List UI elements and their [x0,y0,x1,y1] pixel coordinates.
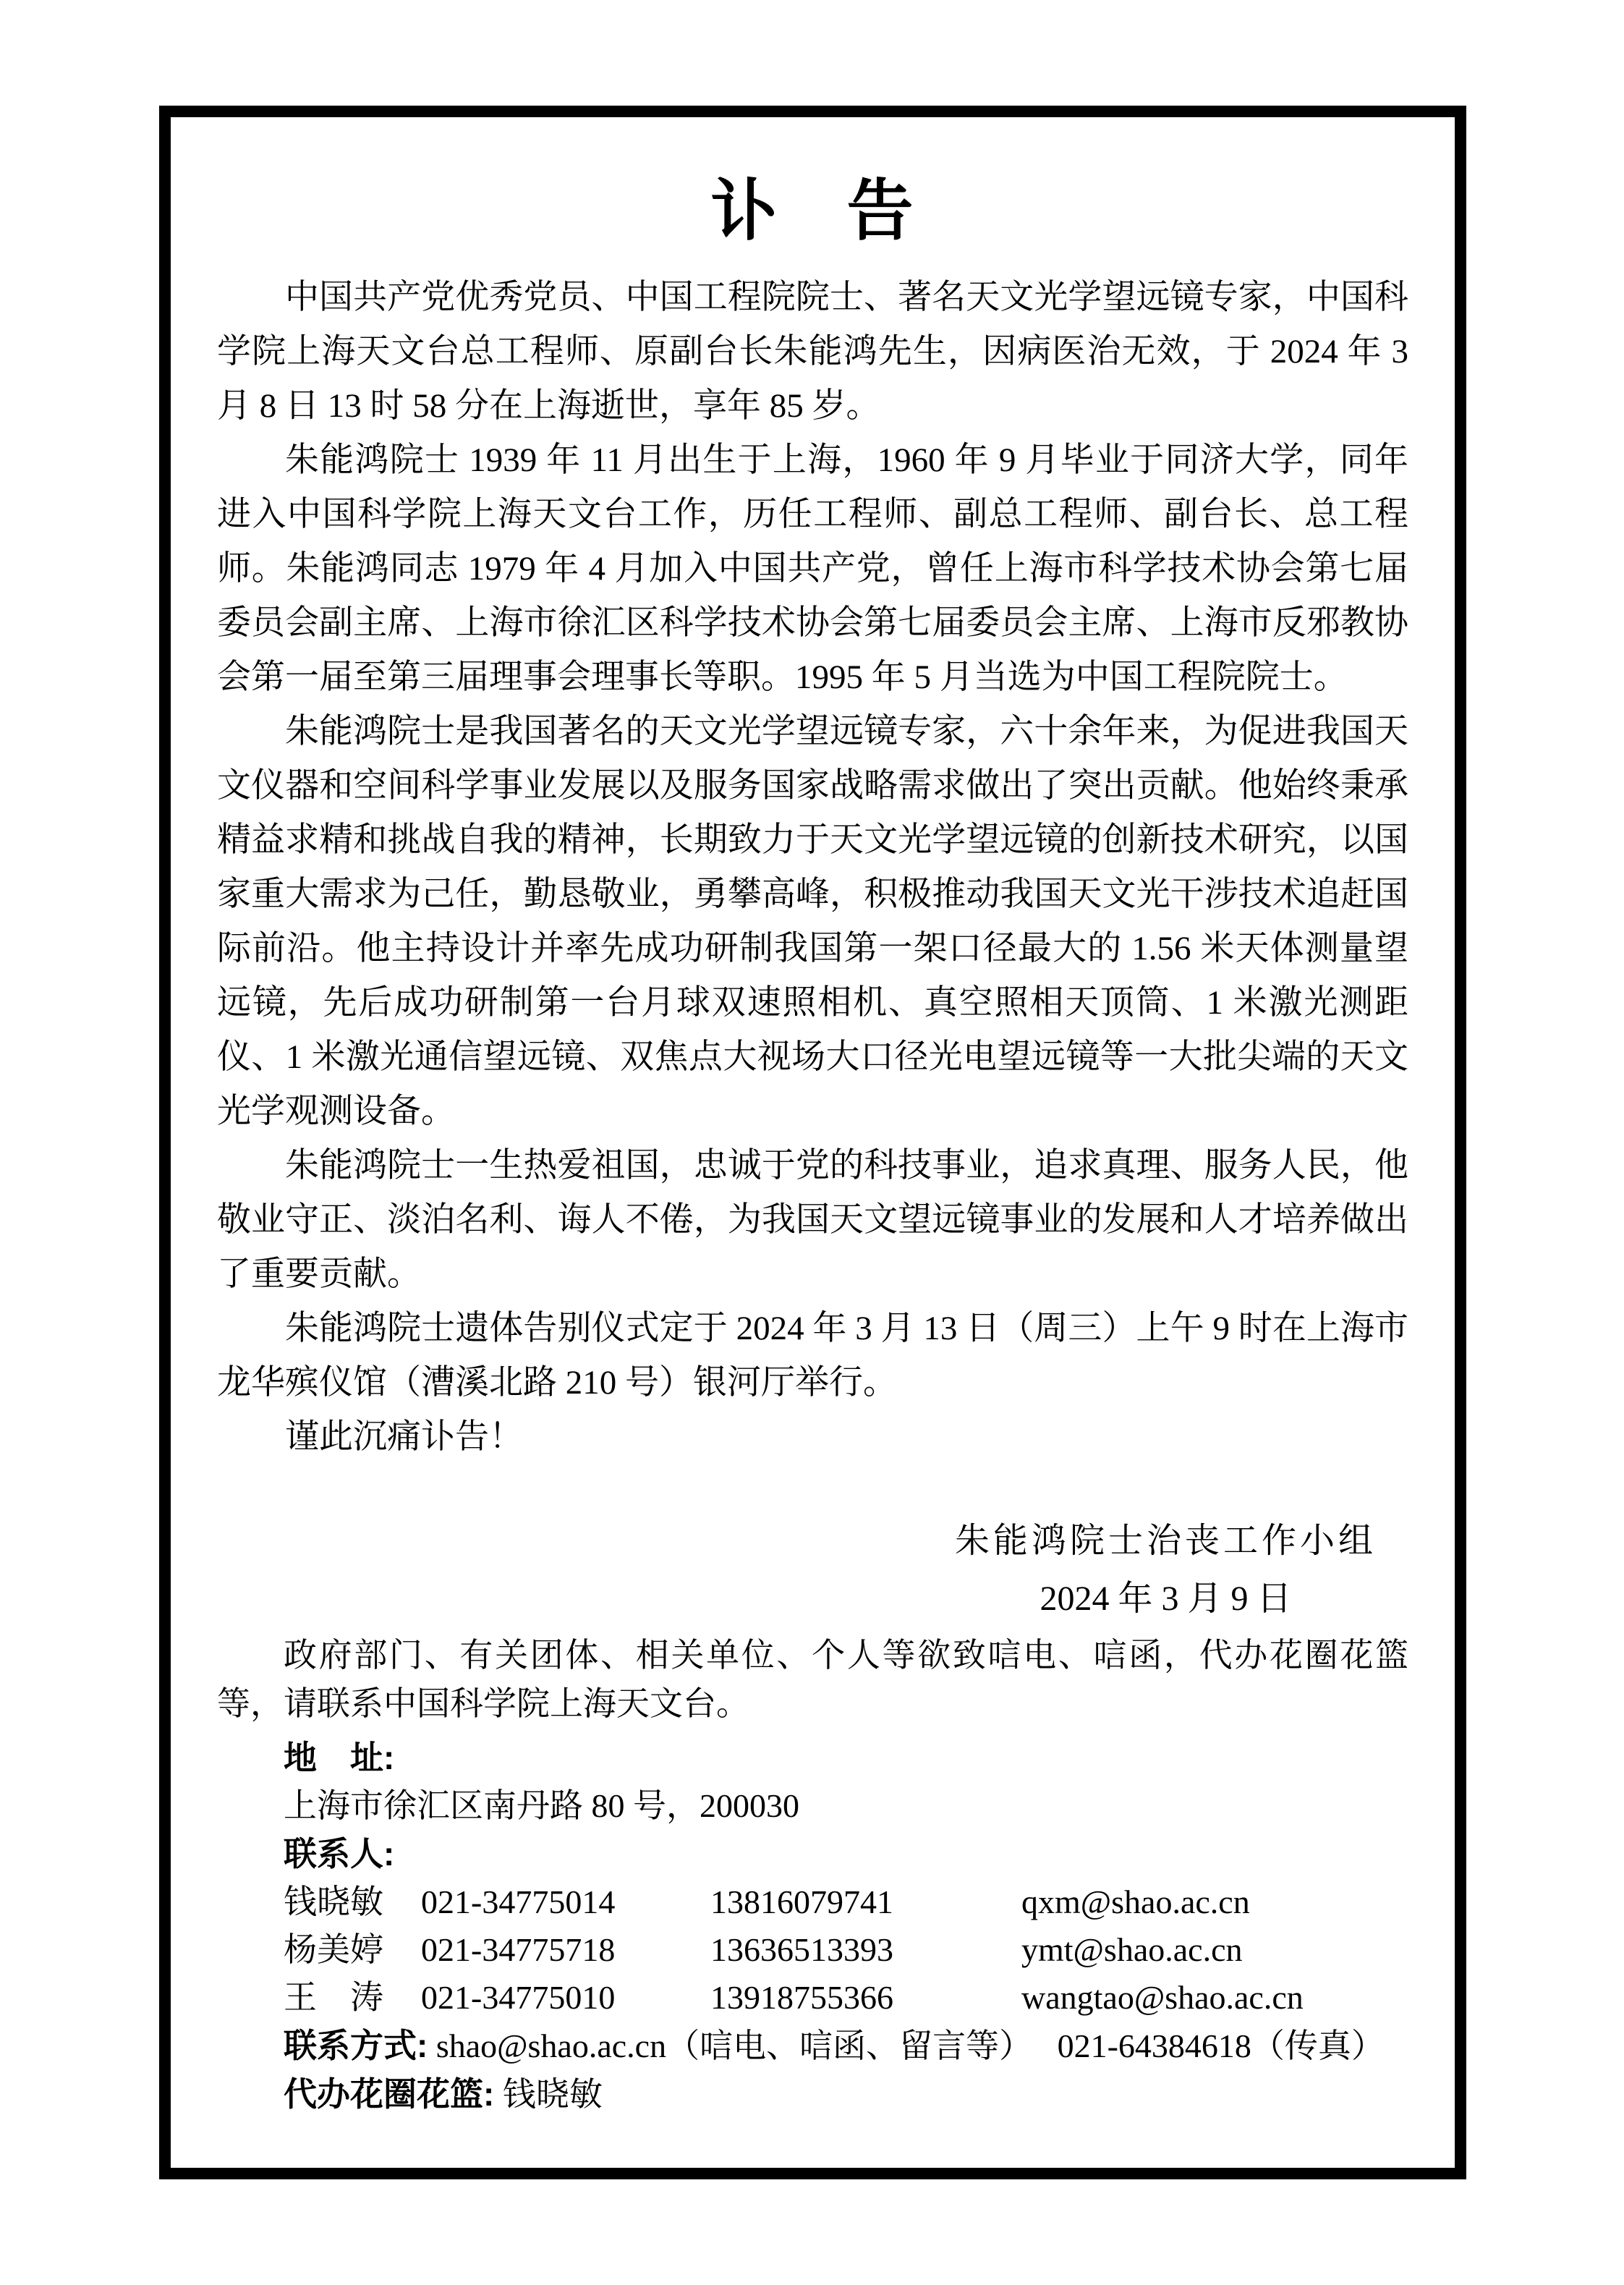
contact-email: ymt@shao.ac.cn [1021,1931,1243,1968]
notice-paragraph: 政府部门、有关团体、相关单位、个人等欲致唁电、唁函，代办花圈花篮等，请联系中国科学院上海天文台。 [217,1637,1408,1722]
contact-mobile: 13816079741 [710,1883,893,1920]
contact-phone: 021-34775014 [421,1883,616,1920]
wreath-label: 代办花圈花篮: [284,2075,495,2113]
page-title: 讣 告 [710,174,915,248]
address-value: 上海市徐汇区南丹路 80 号，200030 [284,1787,799,1824]
contact-name: 杨美婷 [284,1931,383,1968]
paragraph-closing: 谨此沉痛讣告！ [285,1418,523,1456]
contact-name: 钱晓敏 [284,1883,383,1920]
paragraph-tribute: 朱能鸿院士一生热爱祖国，忠诚于党的科技事业，追求真理、服务人民，他敬业守正、淡泊名利、诲人不倦，为我国天文望远镜事业的发展和人才培养做出了重要贡献。 [217,1147,1408,1293]
address-label-line [217,1734,1408,1782]
contact-email: wangtao@shao.ac.cn [1021,1979,1304,2016]
contacts-label-line [217,1830,1408,1878]
method-value: shao@shao.ac.cn（唁电、唁函、留言等） 021-64384618（传真） [428,2027,1385,2064]
contact-row [217,1926,1408,1974]
contact-name: 王 涛 [284,1979,383,2016]
address-label: 地 址: [284,1739,395,1776]
contact-phone: 021-34775010 [421,1979,616,2016]
wreath-line [217,2070,1408,2119]
signature-group: 朱能鸿院士治丧工作小组 [954,1522,1377,1560]
signature-inner [955,1512,1377,1628]
contact-row [217,1974,1408,2022]
contacts-label: 联系人: [284,1835,395,1873]
paragraph-ceremony: 朱能鸿院士遗体告别仪式定于 2024 年 3 月 13 日（周三）上午 9 时在上海市龙华殡仪馆（漕溪北路 210 号）银河厅举行。 [217,1310,1408,1402]
contact-row [217,1878,1408,1926]
document-frame [159,106,1466,2179]
contact-email: qxm@shao.ac.cn [1021,1883,1250,1920]
paragraph-achievements: 朱能鸿院士是我国著名的天文光学望远镜专家，六十余年来，为促进我国天文仪器和空间科学事业发展以及服务国家战略需求做出了突出贡献。他始终秉承精益求精和挑战自我的精神，长期致力于天文光学望远镜的创新技术研究，以国家重大需求为己任，勤恳敬业，勇攀高峰，积极推动我国天文光干涉技术追赶国际前沿。他主持设计并率先成功研制我国第一架口径最大的 1.56 米天体测量望远镜，先后成功研制第一台月球双速照相机、真空照相天顶筒、1 米激光测距仪、1 米激光通信望远镜、双焦点大视场大口径光电望远镜等一大批尖端的天文光学观测设备。 [217,713,1408,1130]
method-line [217,2022,1408,2070]
signature-block [217,1512,1408,1628]
wreath-value: 钱晓敏 [494,2076,603,2113]
paragraph-intro: 中国共产党优秀党员、中国工程院院士、著名天文光学望远镜专家，中国科学院上海天文台总工程师、原副台长朱能鸿先生，因病医治无效，于 2024 年 3 月 8 日 13 时 58 分在上海逝世，享年 85 岁。 [217,279,1408,425]
contact-section [217,1734,1408,2119]
document-content [171,174,1455,2119]
body-text [217,271,1408,1464]
method-label: 联系方式: [284,2027,428,2064]
contact-mobile: 13636513393 [710,1931,893,1968]
contact-mobile: 13918755366 [710,1979,893,2016]
paragraph-biography: 朱能鸿院士 1939 年 11 月出生于上海，1960 年 9 月毕业于同济大学，同年进入中国科学院上海天文台工作，历任工程师、副总工程师、副台长、总工程师。朱能鸿同志 1979 年 4 月加入中国共产党，曾任上海市科学技术协会第七届委员会副主席、上海市徐汇区科学技术协会第七届委员会主席、上海市反邪教协会第一届至第三届理事会理事长等职。1995 年 5 月当选为中国工程院院士。 [217,441,1408,696]
signature-date: 2024 年 3 月 9 日 [1040,1580,1292,1618]
contact-phone: 021-34775718 [421,1931,616,1968]
